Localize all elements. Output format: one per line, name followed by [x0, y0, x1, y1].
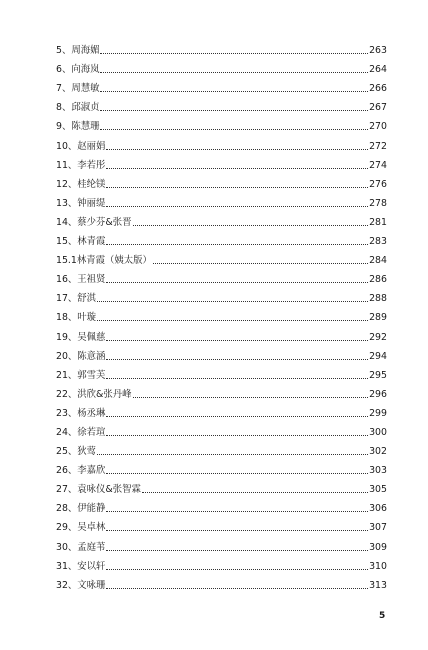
toc-leader-dots — [106, 168, 368, 169]
toc-entry-title: 15.1林青霞（姨太版） — [56, 255, 152, 267]
toc-entry[interactable] — [56, 344, 387, 363]
toc-entry[interactable] — [56, 95, 387, 114]
toc-entry[interactable] — [56, 515, 387, 534]
toc-leader-dots — [100, 129, 368, 130]
toc-entry-page: 266 — [369, 83, 387, 95]
toc-entry[interactable] — [56, 153, 387, 172]
toc-entry-title: 21、郭雪芙 — [56, 369, 106, 381]
toc-leader-dots — [100, 91, 368, 92]
toc-entry[interactable] — [56, 382, 387, 401]
toc-leader-dots — [106, 530, 368, 531]
toc-leader-dots — [106, 206, 368, 207]
toc-entry-page: 296 — [369, 388, 387, 400]
toc-entry-page: 278 — [369, 197, 387, 209]
toc-entry-title: 10、赵丽娟 — [56, 140, 106, 152]
toc-leader-dots — [106, 340, 368, 341]
toc-entry-title: 32、文咏珊 — [56, 579, 106, 591]
toc-entry[interactable] — [56, 76, 387, 95]
toc-entry-title: 12、桂纶镁 — [56, 178, 106, 190]
toc-leader-dots — [106, 569, 368, 570]
toc-leader-dots — [106, 416, 368, 417]
toc-entry[interactable] — [56, 477, 387, 496]
toc-entry-title: 27、袁咏仪&张智霖 — [56, 484, 141, 496]
toc-entry-page: 305 — [369, 484, 387, 496]
toc-leader-dots — [106, 435, 368, 436]
toc-leader-dots — [106, 473, 368, 474]
toc-entry-title: 15、林青霞 — [56, 236, 106, 248]
toc-entry-page: 292 — [369, 331, 387, 343]
toc-entry-page: 309 — [369, 541, 387, 553]
toc-entry-title: 13、钟丽缇 — [56, 197, 106, 209]
toc-leader-dots — [133, 225, 369, 226]
toc-entry-title: 7、周慧敏 — [56, 83, 100, 95]
toc-entry[interactable] — [56, 133, 387, 152]
toc-entry-title: 5、周海媚 — [56, 45, 100, 57]
toc-entry[interactable] — [56, 554, 387, 573]
toc-entry-title: 28、伊能静 — [56, 503, 106, 515]
page-number: 5 — [379, 611, 386, 621]
toc-entry-title: 25、狄莺 — [56, 446, 97, 458]
toc-entry-page: 272 — [369, 140, 387, 152]
toc-entry-title: 16、王祖贤 — [56, 274, 106, 286]
toc-entry-page: 267 — [369, 102, 387, 114]
toc-entry[interactable] — [56, 420, 387, 439]
toc-leader-dots — [106, 588, 368, 589]
toc-entry-title: 6、向海岚 — [56, 64, 100, 76]
toc-entry-page: 270 — [369, 121, 387, 133]
toc-leader-dots — [106, 378, 368, 379]
toc-entry[interactable] — [56, 267, 387, 286]
toc-leader-dots — [100, 72, 368, 73]
toc-entry-title: 11、李若彤 — [56, 159, 106, 171]
toc-entry-title: 9、陈慧珊 — [56, 121, 100, 133]
toc-entry-page: 294 — [369, 350, 387, 362]
toc-entry-page: 302 — [369, 446, 387, 458]
toc-leader-dots — [106, 187, 368, 188]
toc-entry-page: 288 — [369, 293, 387, 305]
toc-entry[interactable] — [56, 229, 387, 248]
toc-entry[interactable] — [56, 210, 387, 229]
toc-entry[interactable] — [56, 286, 387, 305]
toc-leader-dots — [97, 301, 368, 302]
toc-entry-title: 22、洪欣&张丹峰 — [56, 388, 132, 400]
toc-entry-page: 286 — [369, 274, 387, 286]
toc-leader-dots — [100, 110, 368, 111]
toc-leader-dots — [106, 244, 368, 245]
toc-entry-page: 300 — [369, 426, 387, 438]
toc-entry-title: 29、吴卓林 — [56, 522, 106, 534]
toc-entry[interactable] — [56, 172, 387, 191]
toc-entry[interactable] — [56, 496, 387, 515]
toc-entry-page: 307 — [369, 522, 387, 534]
toc-leader-dots — [106, 282, 368, 283]
toc-leader-dots — [106, 359, 368, 360]
toc-entry-page: 284 — [369, 255, 387, 267]
toc-entry[interactable] — [56, 324, 387, 343]
toc-entry-page: 264 — [369, 64, 387, 76]
toc-entry-title: 30、孟庭苇 — [56, 541, 106, 553]
toc-entry-page: 274 — [369, 159, 387, 171]
toc-leader-dots — [133, 397, 369, 398]
toc-entry-page: 263 — [369, 45, 387, 57]
toc-entry[interactable] — [56, 573, 387, 592]
toc-entry-page: 295 — [369, 369, 387, 381]
toc-entry-page: 299 — [369, 407, 387, 419]
toc-leader-dots — [106, 149, 368, 150]
toc-entry[interactable] — [56, 401, 387, 420]
toc-entry[interactable] — [56, 57, 387, 76]
toc-entry[interactable] — [56, 439, 387, 458]
toc-entry-page: 281 — [369, 216, 387, 228]
toc-leader-dots — [142, 492, 368, 493]
toc-entry-page: 310 — [369, 560, 387, 572]
toc-leader-dots — [97, 320, 368, 321]
toc-entry-page: 313 — [369, 579, 387, 591]
toc-leader-dots — [153, 263, 368, 264]
toc-entry-title: 18、叶璇 — [56, 312, 97, 324]
toc-entry-title: 31、安以轩 — [56, 560, 106, 572]
toc-entry-title: 23、杨丞琳 — [56, 407, 106, 419]
toc-entry-title: 24、徐若瑄 — [56, 426, 106, 438]
toc-entry[interactable] — [56, 114, 387, 133]
toc-entry-page: 303 — [369, 465, 387, 477]
toc-entry-title: 17、舒淇 — [56, 293, 97, 305]
toc-entry-title: 14、蔡少芬&张晋 — [56, 216, 132, 228]
toc-entry-title: 19、吴佩慈 — [56, 331, 106, 343]
toc-entry-page: 289 — [369, 312, 387, 324]
toc-entry[interactable] — [56, 38, 387, 57]
toc-entry-page: 306 — [369, 503, 387, 515]
toc-entry-title: 20、陈意涵 — [56, 350, 106, 362]
toc-leader-dots — [97, 454, 368, 455]
toc-entry-page: 283 — [369, 236, 387, 248]
toc-entry[interactable] — [56, 458, 387, 477]
toc-entry-title: 8、邱淑贞 — [56, 102, 100, 114]
toc-leader-dots — [106, 511, 368, 512]
toc-entry[interactable] — [56, 248, 387, 267]
toc-entry[interactable] — [56, 305, 387, 324]
toc-entry[interactable] — [56, 534, 387, 553]
table-of-contents — [56, 38, 387, 592]
toc-leader-dots — [106, 550, 368, 551]
toc-entry-page: 276 — [369, 178, 387, 190]
toc-entry[interactable] — [56, 191, 387, 210]
toc-leader-dots — [100, 53, 368, 54]
toc-entry-title: 26、李嘉欣 — [56, 465, 106, 477]
toc-entry[interactable] — [56, 363, 387, 382]
